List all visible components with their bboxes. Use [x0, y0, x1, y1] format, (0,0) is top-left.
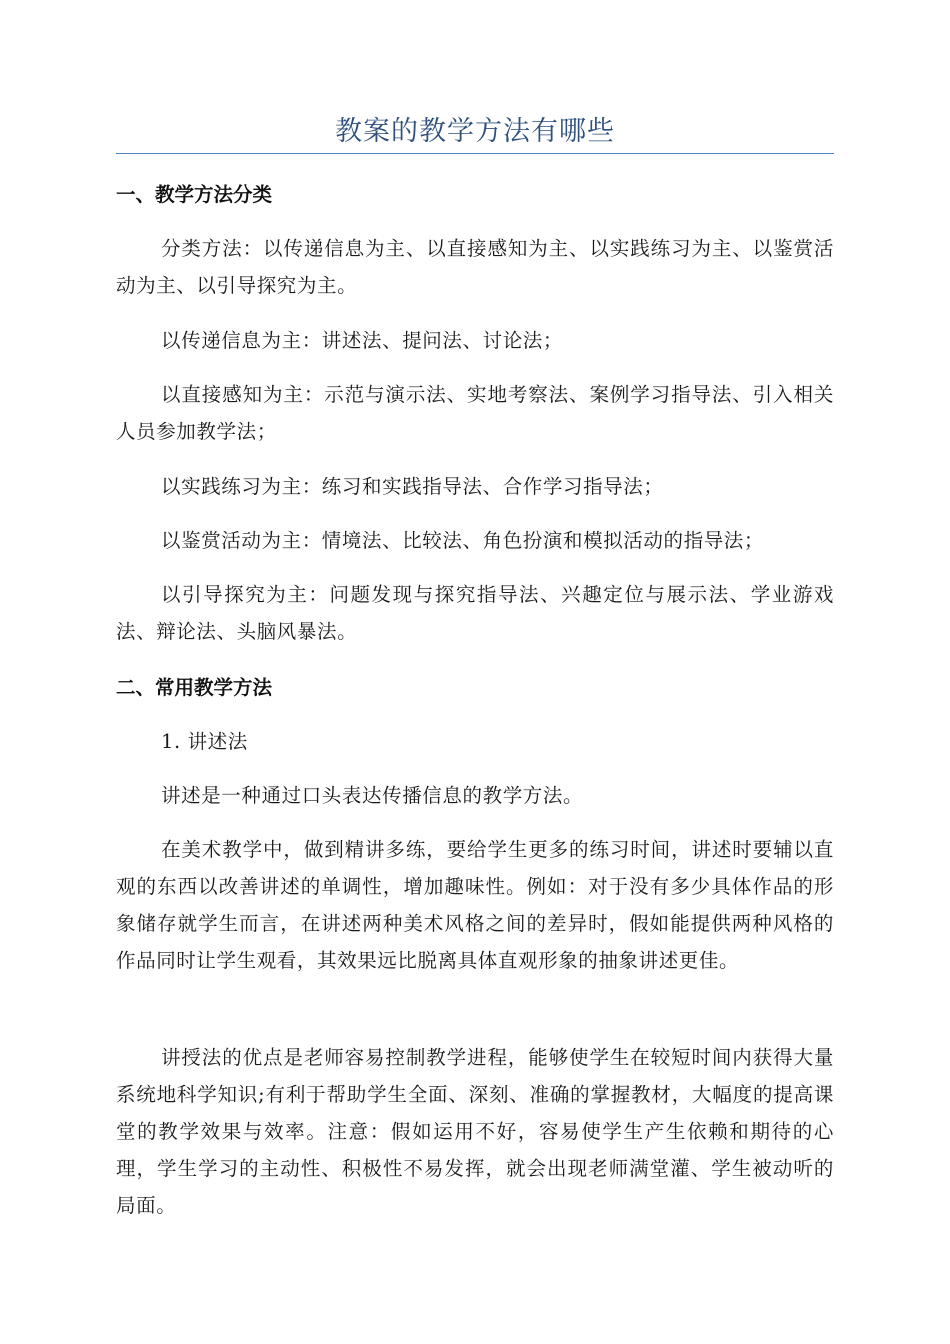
section-heading-common-methods: 二、常用教学方法	[116, 676, 273, 699]
section-heading-classification: 一、教学方法分类	[116, 183, 273, 206]
paragraph-art-teaching: 在美术教学中，做到精讲多练，要给学生更多的练习时间，讲述时要辅以直观的东西以改善讲述的单调性，增加趣味性。例如：对于没有多少具体作品的形象储存就学生而言，在讲述两种美术风格之间的差异时，假如能提供两种风格的作品同时让学生观看，其效果远比脱离具体直观形象的抽象讲述更佳。	[116, 838, 834, 972]
paragraph-info-transfer: 以传递信息为主：讲述法、提问法、讨论法；	[161, 329, 564, 352]
paragraph-classification-methods: 分类方法：以传递信息为主、以直接感知为主、以实践练习为主、以鉴赏活动为主、以引导探究为主。	[116, 237, 834, 297]
title-underline	[116, 153, 834, 154]
paragraph-lecture-advantages: 讲授法的优点是老师容易控制教学进程，能够使学生在较短时间内获得大量系统地科学知识;有利于帮助学生全面、深刻、准确的掌握教材，大幅度的提高课堂的教学效果与效率。注意：假如运用不好，容易使学生产生依赖和期待的心理，学生学习的主动性、积极性不易发挥，就会出现老师满堂灌、学生被动听的局面。	[116, 1046, 834, 1217]
paragraph-practice: 以实践练习为主：练习和实践指导法、合作学习指导法；	[161, 475, 664, 498]
paragraph-appreciation: 以鉴赏活动为主：情境法、比较法、角色扮演和模拟活动的指导法；	[161, 529, 765, 552]
paragraph-guided-inquiry: 以引导探究为主：问题发现与探究指导法、兴趣定位与展示法、学业游戏法、辩论法、头脑风暴法。	[116, 583, 834, 643]
paragraph-direct-perception: 以直接感知为主：示范与演示法、实地考察法、案例学习指导法、引入相关人员参加教学法；	[116, 383, 834, 443]
document-title: 教案的教学方法有哪些	[335, 116, 615, 147]
paragraph-narration-label: 1. 讲述法	[161, 730, 248, 753]
paragraph-narration-definition: 讲述是一种通过口头表达传播信息的教学方法。	[161, 784, 584, 807]
